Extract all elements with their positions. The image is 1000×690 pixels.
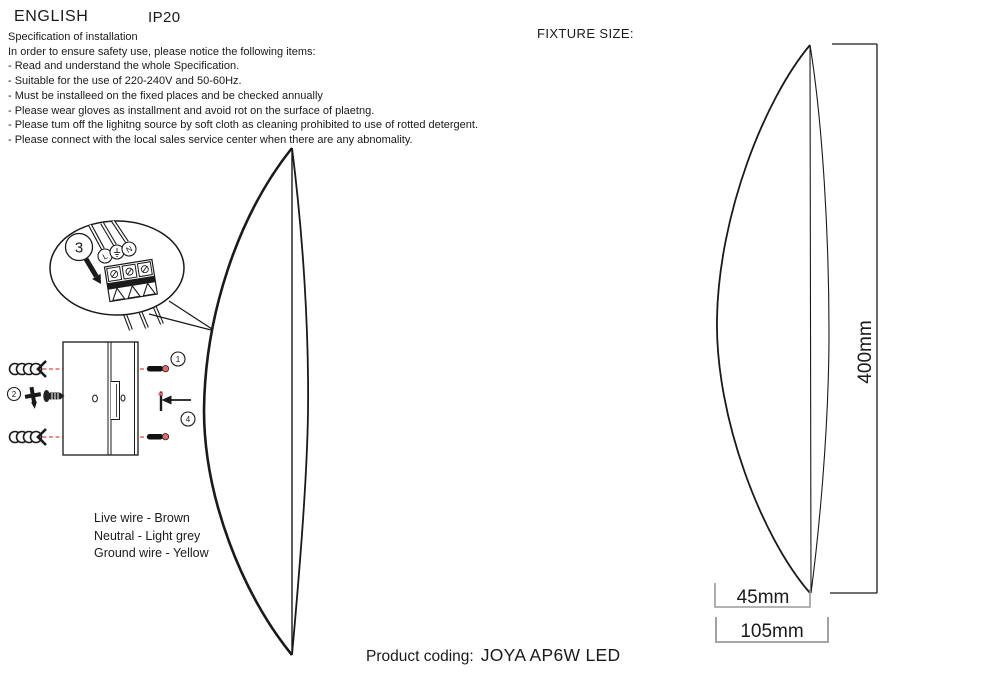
product-coding-label: Product coding: bbox=[366, 648, 474, 665]
spec-title: Specification of installation bbox=[8, 31, 138, 43]
spec-item: - Must be installeed on the fixed places and be checked annually bbox=[8, 89, 323, 102]
dimension-depth bbox=[715, 583, 810, 608]
fixture-back-curve bbox=[292, 148, 308, 655]
dimension-depth-label: 45mm bbox=[736, 587, 790, 608]
ip-rating: IP20 bbox=[148, 9, 181, 26]
fixture-size-drawing bbox=[717, 45, 829, 593]
size-front-curve bbox=[717, 45, 810, 593]
screw-icon bbox=[43, 390, 64, 402]
fixing-screw-bottom-icon bbox=[147, 434, 169, 440]
language-title: ENGLISH bbox=[14, 8, 89, 25]
spec-item: - Please tum off the lighitng source by soft cloth as cleaning prohibited to use of rotted detergent. bbox=[8, 119, 479, 132]
dimension-width bbox=[716, 617, 828, 642]
fixing-screw-top-icon bbox=[147, 366, 169, 372]
spec-item: - Please connect with the local sales service center when there are any abnomality. bbox=[8, 133, 413, 146]
dimension-width-label: 105mm bbox=[740, 621, 804, 642]
hang-arrow-icon bbox=[159, 392, 192, 412]
product-code: JOYA AP6W LED bbox=[480, 645, 621, 665]
wire-color-legend bbox=[94, 510, 209, 563]
spec-intro: In order to ensure safety use, please notice the following items: bbox=[8, 45, 316, 58]
dimension-height bbox=[830, 44, 877, 593]
fixture-front-curve bbox=[204, 148, 292, 655]
size-back-line bbox=[810, 45, 811, 593]
step-1-label: 1 bbox=[175, 355, 181, 364]
dimension-height-label: 400mm bbox=[855, 320, 876, 384]
wall-anchor-bottom-icon bbox=[10, 429, 47, 445]
specification-block bbox=[8, 30, 478, 148]
step-3-label: 3 bbox=[74, 239, 84, 257]
spec-item: - Suitable for the use of 220-240V and 50-60Hz. bbox=[8, 75, 242, 88]
fixture-profile-drawing bbox=[204, 148, 308, 655]
wall-anchor-top-icon bbox=[10, 361, 47, 377]
terminal-block bbox=[104, 259, 157, 301]
fixture-size-title: FIXTURE SIZE: bbox=[537, 26, 634, 41]
step-4-label: 4 bbox=[185, 415, 191, 424]
terminal-neutral-label: N bbox=[124, 244, 134, 255]
wiring-callout-balloon bbox=[50, 221, 212, 330]
terminal-live-label: L bbox=[101, 251, 110, 262]
step-2-label: 2 bbox=[11, 390, 17, 399]
spec-item: - Please wear gloves as installment and avoid rot on the surface of plaetng. bbox=[8, 104, 375, 117]
phillips-cross-icon bbox=[24, 386, 44, 410]
size-back-curve bbox=[810, 45, 829, 593]
legend-ground: Ground wire - Yellow bbox=[94, 546, 209, 560]
legend-neutral: Neutral - Light grey bbox=[94, 528, 201, 543]
mounting-plate bbox=[63, 342, 138, 455]
product-coding bbox=[366, 645, 620, 666]
spec-item: - Read and understand the whole Specification. bbox=[8, 60, 240, 73]
legend-live: Live wire - Brown bbox=[94, 511, 190, 525]
mounting-diagram bbox=[8, 342, 196, 455]
